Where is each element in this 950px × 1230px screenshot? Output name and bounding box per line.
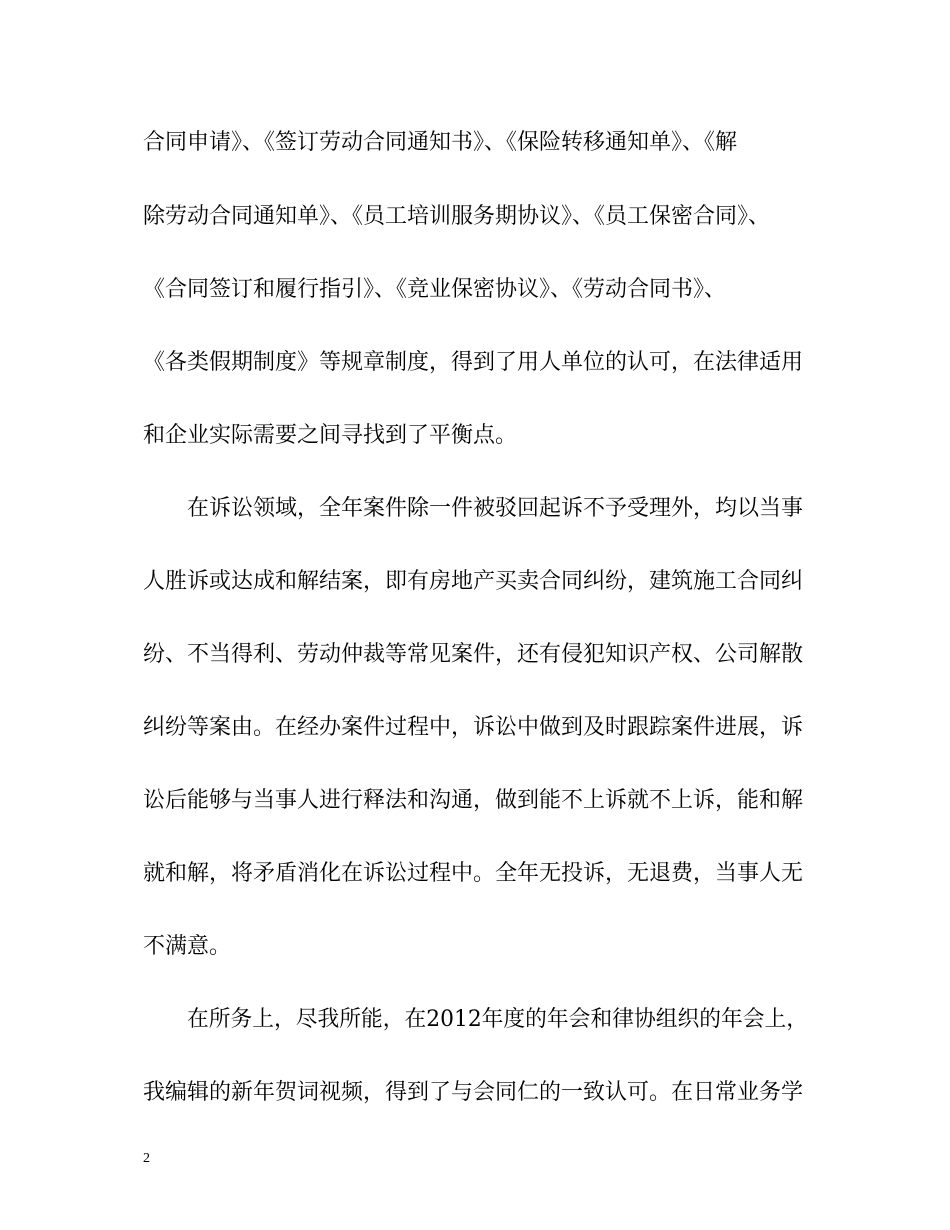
text-line-content: 在所务上，尽我所能，在2012年度的年会和律协组织的年会上， (187, 1007, 808, 1032)
text-line (0, 713, 950, 743)
text-line-content: 合同申请》、《签订劳动合同通知书》、《保险转移通知单》、《解 (143, 130, 738, 155)
text-line-content: 我编辑的新年贺词视频，得到了与会同仁的一致认可。在日常业务学 (143, 1080, 804, 1105)
text-line (0, 275, 950, 305)
text-line-content: 讼后能够与当事人进行释法和沟通，做到能不上诉就不上诉，能和解 (143, 788, 804, 813)
text-line-content: 在诉讼领域，全年案件除一件被驳回起诉不予受理外，均以当事 (187, 496, 804, 521)
text-line-content: 纠纷等案由。在经办案件过程中，诉讼中做到及时跟踪案件进展，诉 (143, 715, 804, 740)
text-line-content: 纷、不当得利、劳动仲裁等常见案件，还有侵犯知识产权、公司解散 (143, 642, 804, 667)
text-line (0, 128, 950, 158)
text-line-content: 和企业实际需要之间寻找到了平衡点。 (143, 423, 518, 448)
page-number: 2 (143, 1151, 150, 1166)
text-line-content: 就和解，将矛盾消化在诉讼过程中。全年无投诉，无退费，当事人无 (143, 861, 804, 886)
text-line (0, 421, 950, 451)
text-line (0, 932, 950, 962)
text-line-content: 《合同签订和履行指引》、《竞业保密协议》、《劳动合同书》、 (143, 277, 727, 302)
text-line (0, 494, 950, 524)
text-line (0, 640, 950, 670)
text-line-content: 人胜诉或达成和解结案，即有房地产买卖合同纠纷，建筑施工合同纠 (143, 569, 804, 594)
text-line (0, 1005, 950, 1035)
text-line-content: 《各类假期制度》等规章制度，得到了用人单位的认可，在法律适用 (143, 350, 804, 375)
text-line-content: 除劳动合同通知单》、《员工培训服务期协议》、《员工保密合同》、 (143, 204, 771, 229)
text-line (0, 1078, 950, 1108)
text-line (0, 348, 950, 378)
text-line (0, 786, 950, 816)
text-line (0, 859, 950, 889)
text-line (0, 567, 950, 597)
text-line (0, 202, 950, 232)
text-line-content: 不满意。 (143, 934, 232, 959)
